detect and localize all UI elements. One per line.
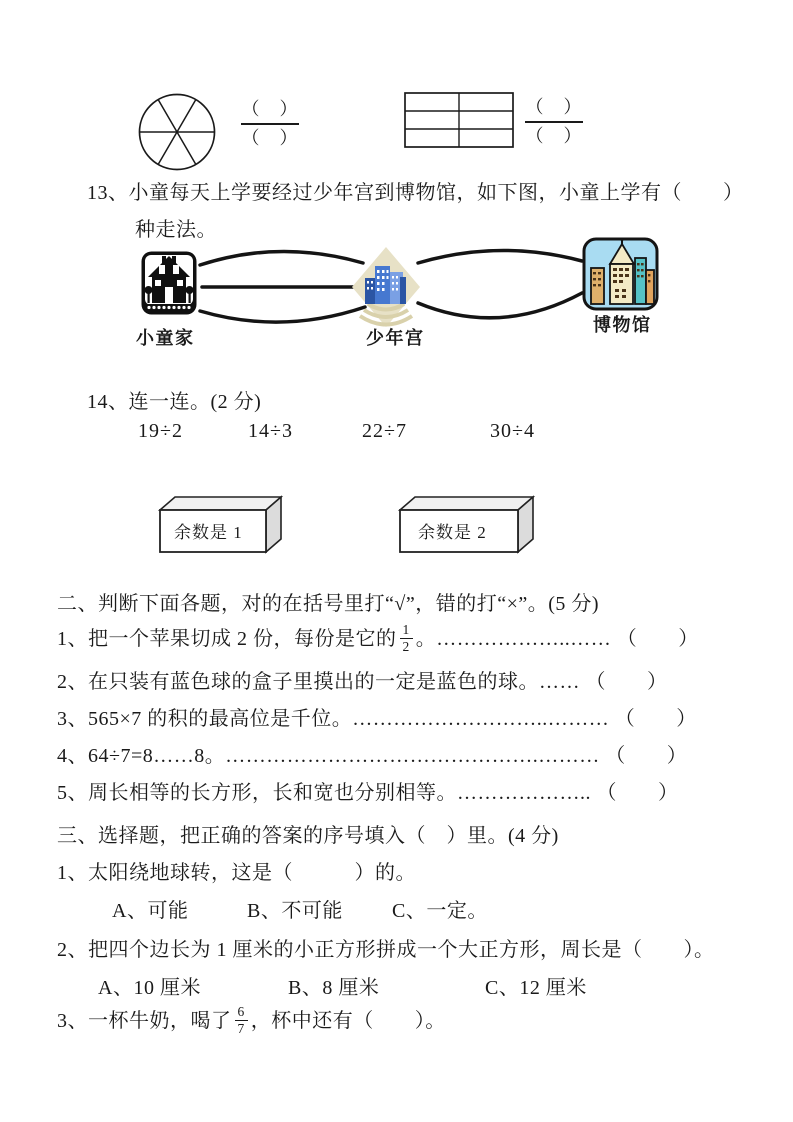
fraction-blank-grid (522, 97, 586, 147)
judgment-item-5: 5、周长相等的长方形，长和宽也分别相等。……………….. （ ） (57, 782, 679, 804)
judgment-item-2: 2、在只装有蓝色球的盒子里摸出的一定是蓝色的球。…… （ ） (57, 671, 668, 693)
division-expression: 14÷3 (248, 420, 293, 442)
remainder-box-2 (398, 494, 540, 556)
fraction-bar (241, 123, 299, 126)
choice-q3-pre: 3、一杯牛奶，喝了 (57, 1009, 232, 1032)
fraction-numerator-blank: （ ） (525, 97, 583, 117)
choice-q1-text: 1、太阳绕地球转，这是（ ）的。 (57, 862, 416, 884)
path-home-palace-bottom (200, 307, 365, 322)
choice-q1-option-b: B、不可能 (247, 900, 343, 922)
choice-q3-post: ，杯中还有（ ）。 (250, 1009, 446, 1032)
path-palace-museum-top (418, 250, 582, 263)
remainder-box-1-label: 余数是 1 (174, 523, 243, 542)
judgment-item-3: 3、565×7 的积的最高位是千位。………………………..……… （ ） (57, 708, 697, 730)
path-home-palace-top (200, 251, 363, 265)
q14-title: 14、连一连。(2 分) (87, 391, 262, 413)
remainder-box-1 (158, 494, 288, 556)
fraction-denominator-blank: （ ） (525, 126, 583, 147)
remainder-box-2-label: 余数是 2 (418, 523, 487, 542)
section3-title: 三、选择题，把正确的答案的序号填入（ ）里。(4 分) (57, 825, 559, 847)
fraction-blank-circle (238, 99, 302, 149)
division-expression: 19÷2 (138, 420, 183, 442)
path-palace-museum-bottom (418, 293, 582, 318)
judgment-item-1-pre: 1、把一个苹果切成 2 份，每份是它的 (57, 627, 397, 650)
fraction-bar (525, 121, 583, 124)
choice-q2-option-b: B、8 厘米 (288, 977, 380, 999)
judgment-item-1-post: 。………………..…… （ ） (415, 627, 699, 650)
q13-text-line1: 13、小童每天上学要经过少年宫到博物馆，如下图，小童上学有（ ） (87, 182, 744, 204)
fraction-six-sevenths: $\frac{6}{7}$ (235, 1004, 248, 1036)
fraction-numerator-blank: （ ） (241, 99, 299, 119)
judgment-item-1 (57, 620, 699, 652)
rectangle-grid-diagram (404, 92, 514, 148)
choice-q1-option-a: A、可能 (112, 900, 189, 922)
choice-q1-option-c: C、一定。 (392, 900, 488, 922)
youth-palace-buildings-icon (352, 247, 420, 331)
q13-text-line2: 种走法。 (135, 219, 217, 241)
division-expression: 22÷7 (362, 420, 407, 442)
house-icon (140, 250, 198, 320)
circle-six-sectors-diagram (137, 92, 217, 172)
fraction-denominator-blank: （ ） (241, 128, 299, 149)
choice-q3-text (57, 1002, 446, 1034)
choice-q2-text: 2、把四个边长为 1 厘米的小正方形拼成一个大正方形，周长是（ ）。 (57, 939, 715, 961)
judgment-item-4: 4、64÷7=8……8。……………………………………….……… （ ） (57, 745, 688, 767)
palace-label: 少年宫 (366, 328, 425, 348)
fraction-one-half: $\frac{1}{2}$ (400, 622, 413, 654)
museum-label: 博物馆 (593, 315, 652, 335)
section2-title: 二、判断下面各题，对的在括号里打“√”，错的打“×”。(5 分) (57, 593, 600, 615)
division-expression: 30÷4 (490, 420, 535, 442)
choice-q2-option-c: C、12 厘米 (485, 977, 587, 999)
home-label: 小童家 (136, 328, 195, 348)
choice-q2-option-a: A、10 厘米 (98, 977, 201, 999)
museum-tower-icon (582, 236, 660, 312)
